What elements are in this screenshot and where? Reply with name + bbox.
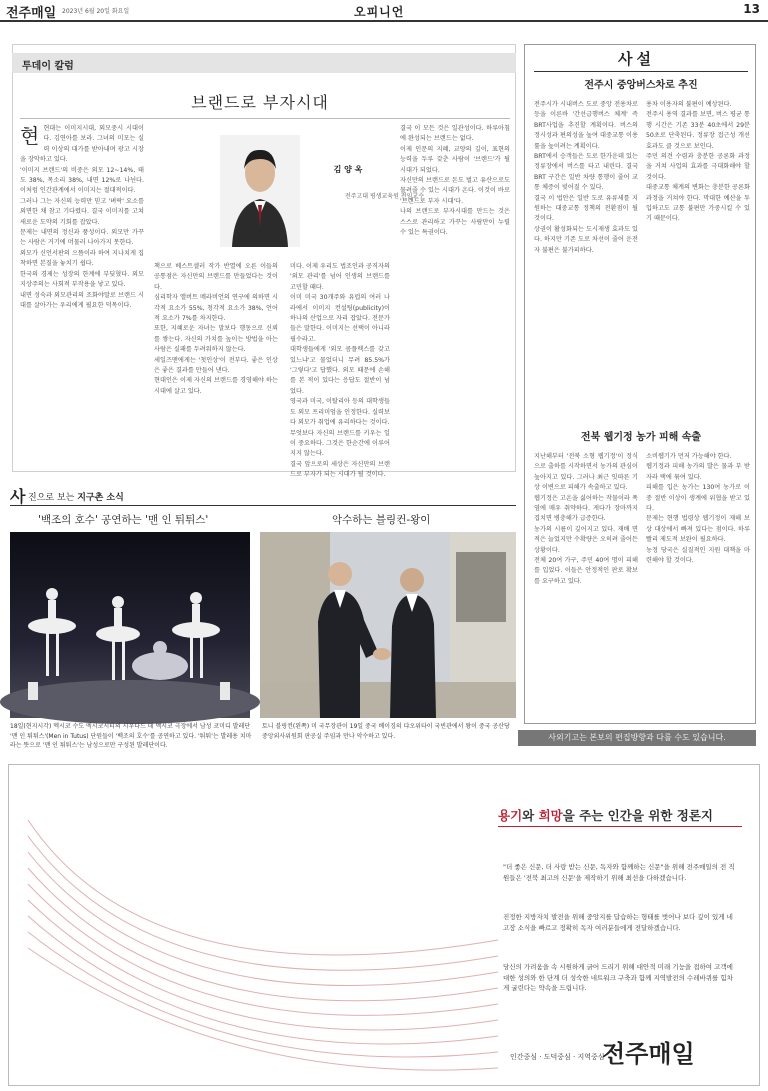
photo-news-header-small: 진으로 보는 [28, 493, 78, 503]
ad-headline-rest: 을 주는 인간을 위한 정론지 [562, 808, 713, 823]
section-title: 오피니언 [354, 5, 405, 19]
decorative-curves-graphic [28, 790, 498, 1080]
paragraph: 전주시 용역 결과를 보면, 버스 평균 통행 시간은 기존 33분 40초에서 29분 50초로 단축된다. 정류장 접근성 개선 효과도 클 것으로 보인다. [646, 111, 750, 150]
paragraph: 미다. 이제 우리도 법조인과 공직자의 '외모 관리'를 넘어 인생의 브랜드를 고민할 때다. [290, 263, 390, 291]
photo2-title: 악수하는 블링컨-왕이 [332, 514, 431, 526]
paragraph: 외모가 신언서판의 으뜸이라 하여 지나치게 집착하면 본질을 놓치기 쉽다. [20, 249, 144, 268]
photo1-caption: 18일(현지시각) 멕시코 수도 멕시코시티의 시우다드 데 멕시코 극장에서 남성 코미디 발레단 '맨 인 튀튀스'(Men in Tutus) 단원들이 '백조의 호수'를 공연하고 있다. '튀튀'는 발레용 치마라는 뜻으로 '맨 인 튀튀스'는 남성으로만 구성된 발레단이다. [10, 723, 252, 749]
photo-news-header-initial: 사 [10, 487, 26, 506]
ad-paragraph-1: "더 좋은 신문, 더 사랑 받는 신문, 독자와 함께하는 신문"을 위해 전주매일의 전 직원들은 '전북 최고의 신문'을 제작하기 위해 최선을 다하겠습니다. [503, 863, 735, 882]
paragraph: 세일즈맨에게는 '첫인상'이 전부다. 좋은 인상은 좋은 결과를 만들어 낸다. [154, 356, 278, 375]
paragraph: 현대는 이미지시대, 외모중시 시대이다. 김연아를 보라. 그녀의 미모는 실력 이상의 대가를 받아내며 광고 시장을 장악하고 있다. [20, 125, 144, 164]
dropcap: 현 [20, 124, 40, 148]
editorial2-col2 [646, 452, 750, 718]
editorial1-col1 [534, 100, 638, 420]
paragraph: 문제는 현행 법령상 웹기정이 재해 보상 대상에서 빠져 있다는 점이다. 하루빨리 제도적 보완이 필요하다. [646, 515, 750, 544]
paragraph: 또한, 지혜로운 자녀는 말보다 행동으로 신뢰를 쌓는다. 자신의 가치를 높이는 방법을 아는 사람은 실패를 두려워하지 않는다. [154, 325, 278, 354]
editorial1-col2 [646, 100, 750, 420]
paragraph: 한국의 경제는 성장의 한계에 부딪혔다. 외모 지상주의는 사회적 부작용을 낳고 있다. [20, 270, 144, 289]
paragraph: 현대인은 이제 자신의 브랜드를 경영해야 하는 시대에 살고 있다. [154, 377, 278, 395]
paragraph: 피해를 입은 농가는 130여 농가로 이 중 절반 이상이 생계에 위협을 받고 있다. [646, 484, 750, 513]
photo-news-divider [10, 505, 516, 506]
ad-headline [498, 806, 748, 824]
paragraph: 결국 이 법안은 일반 도로 유류세를 지원하는 대중교통 정책의 전환점이 될 것이다. [534, 194, 638, 223]
paragraph: 영국과 미국, 이탈리아 등의 대학생들도 외모 프리미엄을 인정한다. 실력보다 외모가 취업에 유리하다는 것이다. [290, 398, 390, 427]
paragraph: 문제는 내면의 정신과 품성이다. 외모만 가꾸는 사람은 거기에 머물러 나아가지 못한다. [20, 229, 144, 247]
column-header [12, 53, 516, 73]
paragraph: 소비웹기가 먼저 가능해야 한다. [646, 453, 732, 460]
column-text-col4 [400, 124, 510, 464]
ad-headline-word-1: 용기 [498, 808, 523, 823]
paragraph: 나의 브랜드로 부자시대를 만드는 것은 스스로 관리하고 가꾸는 사람만이 누릴 수 있는 특권이다. [400, 208, 510, 237]
paragraph: 대학생들에게 '외모 콤플렉스를 갖고 있느냐'고 물었더니 무려 85.5%가 '그렇다'고 답했다. 외모 때문에 손해를 본 적이 있다는 응답도 절반이 넘었다. [290, 346, 390, 395]
paragraph: 상권이 활성화되는 도시재생 효과도 있다. 하지만 기존 도로 차선이 줄어 운전자 불편은 불가피하다. [534, 225, 638, 254]
paragraph: 농정 당국은 실질적인 지원 대책을 마련해야 할 것이다. [646, 546, 750, 565]
photo2-caption: 토니 블링컨(왼쪽) 미 국무장관이 19일 중국 베이징의 댜오위타이 국빈관에서 왕이 중국 공산당 중앙외사위원회 판공실 주임과 만나 악수하고 있다. [262, 723, 510, 740]
ballet-photo-image [10, 532, 250, 718]
paragraph: 주민 의견 수렴과 충분한 공론화 과정을 거쳐 사업의 효과를 극대화해야 할 것이다. [646, 153, 750, 181]
column-text-col3 [290, 262, 390, 479]
paragraph: 내면 성숙과 외모관리의 조화야말로 브랜드 시대를 살아가는 우리에게 필요한 덕목이다. [20, 291, 144, 309]
paragraph: 무엇보다 자신의 브랜드를 키우는 일이 중요하다. 그것은 한순간에 이루어지지 않는다. [290, 429, 390, 458]
column-header-label: 투데이 칼럼 [22, 61, 74, 72]
editorial-title-2: 전북 웹기정 농가 피해 속출 [580, 432, 702, 443]
paragraph: 용차 이용자의 불편이 예상된다. [646, 101, 732, 108]
ad-headline-word-2: 희망 [538, 808, 563, 823]
paragraph: 웹기정과 피해 농가의 발은 물과 부 받자라 택에 묶여 있다. [646, 463, 750, 481]
newspaper-logo: 전주매일 [6, 6, 57, 21]
ad-newspaper-logo: 전주매일 [602, 1039, 695, 1068]
column-text-col1 [20, 124, 144, 464]
paragraph: 이제 인문의 지혜, 교양의 깊이, 표현의 능력을 두루 갖춘 사람이 '브랜드'가 될 시대가 되었다. [400, 145, 510, 174]
column-title: 브랜드로 부자시대 [191, 93, 329, 112]
masthead [0, 0, 768, 22]
handshake-photo-image [260, 532, 516, 718]
paragraph: '이미지 브랜드'의 비중은 외모 12~14%, 태도 38%, 목소리 38%, 내면 12%로 나뉜다. 이처럼 인간관계에서 이미지는 절대적이다. [20, 166, 144, 195]
paragraph: 심리학자 앨버트 메라비언의 연구에 의하면 시각적 요소가 55%, 청각적 요소가 38%, 언어적 요소가 7%를 차지한다. [154, 294, 278, 323]
paragraph: 전체 20여 가구, 주민 40여 명이 피해를 입었다. 이들은 안정적인 판로 확보를 요구하고 있다. [534, 557, 638, 585]
paragraph: 전주시가 시내버스 도로 중앙 전용차로 등을 이른바 '간선급행버스 체계' 즉 BRT사업을 추진할 계획이다. 버스의 정시성과 편의성을 높여 대중교통 이용률을 높이려는 계획이다. [534, 101, 638, 150]
handshake-photo [260, 532, 516, 718]
paragraph: 결국 앞으로의 세상은 자신만의 브랜드로 부자가 되는 시대가 될 것이다. [290, 460, 390, 479]
photo1-title: '백조의 호수' 공연하는 '맨 인 튀튀스' [38, 514, 209, 526]
paragraph: 농가의 시름이 깊어지고 있다. 재배 면적은 늘었지만 수확량은 오히려 줄어든 상황이다. [534, 525, 638, 554]
author-role: 전주고대 평생교육원 전임교수 [344, 193, 424, 200]
issue-date: 2023년 6월 20일 화요일 [62, 8, 130, 15]
paragraph: BRT에서 승객들은 도로 한가운데 있는 정류장에서 버스를 타고 내린다. 결국 BRT 구간은 일반 차량 통행이 줄어 교통 체증이 빚어질 수 있다. [534, 153, 638, 192]
ballet-photo [10, 532, 250, 718]
editorial-header-label: 사설 [618, 50, 655, 68]
ad-headline-underline [498, 826, 742, 827]
page-number: 13 [743, 2, 760, 16]
editorial-header [534, 44, 748, 72]
editorial-disclaimer [518, 730, 756, 746]
photo-news-header-bold: 지구촌 소식 [77, 493, 124, 503]
paragraph: 지난해부터 '전북 소형 웹기정'이 정식으로 출하를 시작하면서 농가의 관심이 높아지고 있다. 그러나 최근 잇따른 기상 이변으로 피해가 속출하고 있다. [534, 453, 638, 492]
ad-paragraph-2: 진정한 지방자치 발전을 위해 중앙지를 답습하는 형태를 벗어나 보다 깊이 있게 네 고장 소식을 빠르고 정확히 독자 여러분들에게 전달하겠습니다. [503, 913, 733, 932]
paragraph: 결국 이 모든 것은 일관성이다. 하루아침에 완성되는 브랜드는 없다. [400, 125, 510, 143]
paragraph: 이미 미국 30개주와 유럽의 여러 나라에서 이미지 컨설팅(publicity)이 하나의 산업으로 자리 잡았다. 전문가들은 말한다. 이미지는 선택이 아니라 필수라고. [290, 294, 390, 343]
disclaimer-text: 사외기고는 본보의 편집방향과 다를 수도 있습니다. [548, 733, 726, 742]
editorial-title-1: 전주시 중앙버스차로 추진 [584, 80, 698, 91]
paragraph: 웹기정은 고온을 싫어하는 작물이라 폭염에 매우 취약하다. 게다가 장마까지 겹치면 병충해가 급증한다. [534, 494, 638, 523]
photo-news-header-text [28, 490, 124, 503]
column-text-col2 [154, 262, 278, 464]
ad-paragraph-3: 당신의 가려움을 속 시원하게 긁어 드리기 위해 대안적 미래 기능을 접하여 고객에 대한 성의와 한 단계 더 성숙한 네트워크 구축과 함께 지역발전의 수레바퀴를 힘차게 굴린다는 약속을 드립니다. [503, 963, 733, 992]
paragraph: 그러나 그는 자신의 능력만 믿고 '벼락' 요소를 외면한 채 참고 기다렸다. 결국 이미지를 고쳐 새로운 도약의 기회를 잡았다. [20, 197, 144, 226]
paragraph: 책으로 베스트셀러 작가 반열에 오른 이들의 공통점은 자신만의 브랜드를 만들었다는 것이다. [154, 263, 278, 291]
title-divider [20, 118, 510, 119]
ad-slogan: 인간중심 · 도덕중심 · 지역중심 [510, 1053, 605, 1061]
editorial2-col1 [534, 452, 638, 718]
author-name: 김 양 옥 [333, 165, 363, 174]
paragraph: 자신만의 브랜드로 돈도 벌고 유산으로도 물려줄 수 있는 시대가 온다. 이것이 바로 '브랜드로 부자 시대'다. [400, 177, 510, 205]
paragraph: 대중교통 체계의 변화는 충분한 공론화 과정을 거쳐야 한다. 막대한 예산을 투입하고도 교통 불편만 가중시킬 수 있기 때문이다. [646, 184, 750, 223]
ad-headline-joiner: 와 [522, 808, 539, 823]
